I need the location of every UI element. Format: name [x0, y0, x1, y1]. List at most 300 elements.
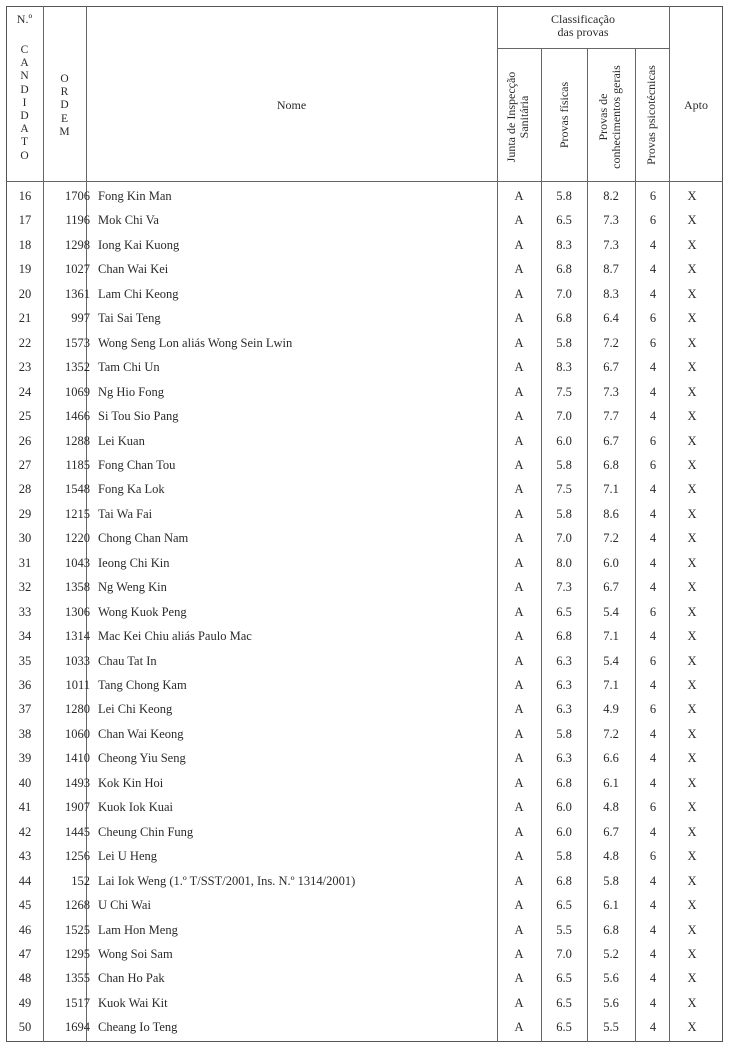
- cell-apto: X: [687, 995, 697, 1010]
- cell-cand: 44: [18, 873, 32, 888]
- cell-junta: A: [514, 409, 524, 424]
- cell-apto: X: [687, 262, 697, 277]
- table-row: [7, 869, 722, 893]
- cell-psico: 4: [649, 775, 657, 790]
- header-subdivider: [497, 48, 669, 49]
- header-classificacao: Classificação das provas: [551, 12, 615, 39]
- cell-psico: 4: [649, 262, 657, 277]
- header-fisicas: Provas físicas: [557, 81, 571, 149]
- cell-apto: X: [687, 335, 697, 350]
- table-row: [7, 526, 722, 550]
- cell-cand: 37: [18, 702, 32, 717]
- cell-nome: Cheong Yiu Seng: [98, 751, 186, 766]
- cell-ordem: 1314: [65, 629, 90, 644]
- cell-ordem: 1493: [65, 775, 90, 790]
- cell-nome: Tang Chong Kam: [98, 678, 187, 692]
- table-row: [7, 893, 722, 917]
- cell-junta: A: [514, 311, 524, 326]
- cell-conhec: 4.8: [603, 849, 619, 864]
- cell-junta: A: [514, 995, 524, 1010]
- cell-psico: 6: [649, 849, 657, 864]
- cell-apto: X: [687, 409, 697, 424]
- cell-fisicas: 5.8: [556, 335, 572, 350]
- cell-ordem: 1358: [65, 580, 90, 595]
- table-row: [7, 966, 722, 990]
- table-row: [7, 918, 722, 942]
- cell-junta: A: [514, 629, 524, 644]
- table-row: [7, 673, 722, 697]
- cell-cand: 38: [18, 726, 32, 741]
- cell-junta: A: [514, 849, 524, 864]
- cell-psico: 6: [649, 800, 657, 815]
- cell-ordem: 1573: [65, 335, 90, 350]
- cell-psico: 4: [649, 555, 657, 570]
- cell-apto: X: [687, 726, 697, 741]
- cell-conhec: 6.0: [603, 555, 619, 570]
- cell-apto: X: [687, 189, 697, 203]
- cell-cand: 40: [18, 775, 32, 790]
- cell-junta: A: [514, 898, 524, 913]
- cell-ordem: 1215: [65, 506, 90, 521]
- cell-nome: Chau Tat In: [98, 653, 157, 668]
- cell-cand: 29: [18, 506, 32, 521]
- cell-apto: X: [687, 433, 697, 448]
- cell-ordem: 1033: [65, 653, 90, 668]
- cell-fisicas: 6.5: [556, 995, 572, 1010]
- table-row: [7, 502, 722, 526]
- table-row: [7, 820, 722, 844]
- table-row: [7, 697, 722, 721]
- cell-fisicas: 6.5: [556, 213, 572, 228]
- cell-junta: A: [514, 384, 524, 399]
- cell-nome: Tam Chi Un: [98, 360, 160, 375]
- cell-nome: Ng Weng Kin: [98, 580, 167, 595]
- table-row: [7, 600, 722, 624]
- header-cand-number: N.º: [16, 12, 33, 26]
- cell-psico: 4: [649, 726, 657, 741]
- header-apto: Apto: [684, 98, 708, 112]
- cell-nome: Kok Kin Hoi: [98, 775, 164, 790]
- cell-conhec: 5.4: [603, 653, 619, 668]
- cell-psico: 4: [649, 286, 657, 301]
- cell-conhec: 6.6: [603, 751, 619, 766]
- cell-conhec: 5.4: [603, 604, 619, 619]
- cell-ordem: 1060: [65, 726, 90, 741]
- cell-cand: 22: [18, 335, 32, 350]
- cell-nome: Fong Kin Man: [98, 189, 172, 203]
- table-row: [7, 746, 722, 770]
- table-row: [7, 404, 722, 428]
- cell-cand: 48: [18, 971, 32, 986]
- cell-nome: Si Tou Sio Pang: [98, 409, 179, 424]
- cell-psico: 4: [649, 384, 657, 399]
- cell-apto: X: [687, 800, 697, 815]
- cell-junta: A: [514, 360, 524, 375]
- cell-junta: A: [514, 457, 524, 472]
- cell-fisicas: 5.8: [556, 457, 572, 472]
- cell-ordem: 1220: [65, 531, 90, 546]
- table-row: [7, 184, 722, 208]
- header-conhecimentos: Provas de conhecimentos gerais: [596, 65, 623, 169]
- table-row: [7, 722, 722, 746]
- cell-conhec: 8.3: [603, 286, 619, 301]
- cell-fisicas: 7.0: [556, 286, 572, 301]
- cell-conhec: 5.2: [603, 946, 619, 961]
- cell-apto: X: [687, 873, 697, 888]
- cell-junta: A: [514, 604, 524, 619]
- cell-ordem: 1410: [65, 751, 90, 766]
- cell-junta: A: [514, 873, 524, 888]
- cell-psico: 4: [649, 971, 657, 986]
- cell-psico: 4: [649, 1020, 657, 1035]
- header-ordem-letters: O R D E M: [59, 73, 70, 138]
- cell-psico: 4: [649, 751, 657, 766]
- table-row: [7, 380, 722, 404]
- cell-psico: 4: [649, 922, 657, 937]
- cell-cand: 43: [18, 849, 32, 864]
- cell-cand: 46: [18, 922, 32, 937]
- cell-junta: A: [514, 971, 524, 986]
- cell-cand: 16: [18, 189, 32, 203]
- cell-nome: Ng Hio Fong: [98, 384, 164, 399]
- cell-nome: Chan Wai Keong: [98, 726, 184, 741]
- cell-apto: X: [687, 849, 697, 864]
- cell-cand: 39: [18, 751, 32, 766]
- cell-cand: 27: [18, 457, 32, 472]
- cell-apto: X: [687, 311, 697, 326]
- cell-junta: A: [514, 286, 524, 301]
- cell-psico: 4: [649, 678, 657, 692]
- cell-ordem: 1706: [65, 189, 90, 203]
- cell-ordem: 1185: [65, 457, 90, 472]
- cell-fisicas: 6.3: [556, 678, 572, 692]
- cell-fisicas: 8.0: [556, 555, 572, 570]
- cell-cand: 26: [18, 433, 32, 448]
- cell-ordem: 1288: [65, 433, 90, 448]
- cell-nome: Cheang Io Teng: [98, 1020, 178, 1035]
- cell-nome: Kuok Wai Kit: [98, 995, 168, 1010]
- header-psicotecnicas: Provas psicotécnicas: [644, 65, 658, 165]
- table-row: [7, 257, 722, 281]
- cell-junta: A: [514, 946, 524, 961]
- cell-junta: A: [514, 506, 524, 521]
- cell-nome: Wong Soi Sam: [98, 946, 173, 961]
- cell-junta: A: [514, 433, 524, 448]
- cell-fisicas: 6.3: [556, 653, 572, 668]
- cell-fisicas: 7.0: [556, 531, 572, 546]
- cell-nome: Fong Chan Tou: [98, 457, 176, 472]
- cell-apto: X: [687, 604, 697, 619]
- cell-conhec: 6.1: [603, 775, 619, 790]
- cell-cand: 25: [18, 409, 32, 424]
- cell-apto: X: [687, 555, 697, 570]
- cell-nome: Lei Kuan: [98, 433, 145, 448]
- cell-nome: Wong Seng Lon aliás Wong Sein Lwin: [98, 335, 293, 350]
- cell-apto: X: [687, 775, 697, 790]
- cell-nome: Ieong Chi Kin: [98, 555, 170, 570]
- cell-fisicas: 6.5: [556, 604, 572, 619]
- cell-ordem: 1466: [65, 409, 90, 424]
- cell-ordem: 1907: [65, 800, 90, 815]
- cell-ordem: 1298: [65, 237, 90, 252]
- cell-psico: 4: [649, 506, 657, 521]
- cell-nome: Tai Wa Fai: [98, 506, 153, 521]
- cell-apto: X: [687, 1020, 697, 1035]
- table-row: [7, 624, 722, 648]
- cell-nome: Lai Iok Weng (1.º T/SST/2001, Ins. N.º 1314/2001): [98, 873, 356, 888]
- cell-conhec: 7.1: [603, 482, 619, 497]
- cell-psico: 4: [649, 824, 657, 839]
- cell-junta: A: [514, 824, 524, 839]
- cell-junta: A: [514, 775, 524, 790]
- cell-fisicas: 6.3: [556, 702, 572, 717]
- cell-cand: 18: [18, 237, 32, 252]
- cell-apto: X: [687, 457, 697, 472]
- cell-fisicas: 7.5: [556, 482, 572, 497]
- cell-junta: A: [514, 702, 524, 717]
- cell-conhec: 6.1: [603, 898, 619, 913]
- cell-conhec: 7.1: [603, 629, 619, 644]
- cell-psico: 4: [649, 531, 657, 546]
- cell-ordem: 1517: [65, 995, 90, 1010]
- cell-junta: A: [514, 800, 524, 815]
- cell-fisicas: 5.8: [556, 506, 572, 521]
- cell-nome: Chong Chan Nam: [98, 531, 189, 546]
- cell-cand: 20: [18, 286, 32, 301]
- cell-conhec: 5.6: [603, 995, 619, 1010]
- cell-nome: Wong Kuok Peng: [98, 604, 187, 619]
- cell-ordem: 1306: [65, 604, 90, 619]
- table-row: [7, 282, 722, 306]
- cell-conhec: 6.8: [603, 457, 619, 472]
- cell-conhec: 8.7: [603, 262, 619, 277]
- table-row: [7, 649, 722, 673]
- cell-psico: 4: [649, 898, 657, 913]
- cell-apto: X: [687, 506, 697, 521]
- cell-apto: X: [687, 824, 697, 839]
- cell-cand: 21: [18, 311, 32, 326]
- cell-psico: 6: [649, 213, 657, 228]
- cell-conhec: 6.4: [603, 311, 619, 326]
- cell-cand: 31: [18, 555, 32, 570]
- cell-cand: 50: [18, 1020, 32, 1035]
- cell-conhec: 6.7: [603, 433, 619, 448]
- cell-cand: 34: [18, 629, 32, 644]
- cell-ordem: 1027: [65, 262, 90, 277]
- table-row: [7, 331, 722, 355]
- cell-fisicas: 7.0: [556, 946, 572, 961]
- table-row: [7, 771, 722, 795]
- cell-ordem: 1256: [65, 849, 90, 864]
- cell-fisicas: 7.5: [556, 384, 572, 399]
- cell-nome: Chan Ho Pak: [98, 971, 165, 986]
- cell-apto: X: [687, 482, 697, 497]
- cell-conhec: 7.3: [603, 237, 619, 252]
- cell-cand: 24: [18, 384, 32, 399]
- table-row: [7, 551, 722, 575]
- table-row: [7, 991, 722, 1015]
- cell-fisicas: 8.3: [556, 237, 572, 252]
- cell-psico: 4: [649, 482, 657, 497]
- cell-nome: Tai Sai Teng: [98, 311, 161, 326]
- cell-psico: 4: [649, 409, 657, 424]
- header-candidato-letters: C A N D I D A T O: [20, 44, 29, 162]
- cell-conhec: 5.5: [603, 1020, 619, 1035]
- cell-junta: A: [514, 555, 524, 570]
- cell-psico: 6: [649, 311, 657, 326]
- cell-conhec: 7.3: [603, 384, 619, 399]
- cell-conhec: 7.2: [603, 531, 619, 546]
- cell-nome: Lam Chi Keong: [98, 286, 179, 301]
- cell-psico: 6: [649, 653, 657, 668]
- cell-psico: 4: [649, 580, 657, 595]
- cell-fisicas: 6.0: [556, 800, 572, 815]
- cell-nome: Chan Wai Kei: [98, 262, 169, 277]
- cell-cand: 45: [18, 898, 32, 913]
- cell-fisicas: 8.3: [556, 360, 572, 375]
- cell-fisicas: 7.3: [556, 580, 572, 595]
- table-row: [7, 575, 722, 599]
- cell-ordem: 152: [71, 873, 90, 888]
- cell-ordem: 1361: [65, 286, 90, 301]
- cell-fisicas: 6.5: [556, 898, 572, 913]
- cell-nome: Lei Chi Keong: [98, 702, 173, 717]
- cell-nome: Lam Hon Meng: [98, 922, 178, 937]
- cell-cand: 42: [18, 824, 32, 839]
- cell-fisicas: 6.5: [556, 1020, 572, 1035]
- cell-junta: A: [514, 482, 524, 497]
- cell-junta: A: [514, 531, 524, 546]
- cell-junta: A: [514, 1020, 524, 1035]
- cell-fisicas: 6.8: [556, 873, 572, 888]
- cell-conhec: 7.1: [603, 678, 619, 692]
- cell-cand: 49: [18, 995, 32, 1010]
- cell-apto: X: [687, 971, 697, 986]
- cell-junta: A: [514, 653, 524, 668]
- table-row: [7, 1015, 722, 1039]
- cell-fisicas: 6.3: [556, 751, 572, 766]
- cell-apto: X: [687, 360, 697, 375]
- table-row: [7, 306, 722, 330]
- cell-cand: 35: [18, 653, 32, 668]
- cell-cand: 28: [18, 482, 32, 497]
- cell-psico: 6: [649, 433, 657, 448]
- cell-psico: 4: [649, 873, 657, 888]
- cell-cand: 41: [18, 800, 32, 815]
- cell-ordem: 1196: [65, 213, 90, 228]
- cell-junta: A: [514, 580, 524, 595]
- cell-psico: 6: [649, 335, 657, 350]
- cell-cand: 23: [18, 360, 32, 375]
- cell-apto: X: [687, 237, 697, 252]
- cell-cand: 47: [18, 946, 32, 961]
- cell-junta: A: [514, 751, 524, 766]
- cell-nome: Iong Kai Kuong: [98, 237, 180, 252]
- cell-conhec: 7.3: [603, 213, 619, 228]
- cell-cand: 33: [18, 604, 32, 619]
- cell-fisicas: 6.0: [556, 824, 572, 839]
- cell-ordem: 1548: [65, 482, 90, 497]
- cell-fisicas: 6.8: [556, 311, 572, 326]
- cell-ordem: 1525: [65, 922, 90, 937]
- cell-nome: Cheung Chin Fung: [98, 824, 194, 839]
- cell-fisicas: 6.5: [556, 971, 572, 986]
- cell-apto: X: [687, 678, 697, 692]
- table-row: [7, 795, 722, 819]
- cell-conhec: 6.7: [603, 824, 619, 839]
- cell-psico: 4: [649, 946, 657, 961]
- cell-fisicas: 5.5: [556, 922, 572, 937]
- cell-conhec: 7.2: [603, 726, 619, 741]
- cell-ordem: 1069: [65, 384, 90, 399]
- cell-junta: A: [514, 678, 524, 692]
- cell-apto: X: [687, 580, 697, 595]
- cell-nome: U Chi Wai: [98, 898, 151, 913]
- cell-cand: 32: [18, 580, 32, 595]
- cell-fisicas: 7.0: [556, 409, 572, 424]
- cell-cand: 36: [18, 678, 32, 692]
- cell-apto: X: [687, 629, 697, 644]
- table-row: [7, 942, 722, 966]
- cell-junta: A: [514, 262, 524, 277]
- cell-ordem: 1011: [65, 678, 90, 692]
- cell-junta: A: [514, 335, 524, 350]
- cell-conhec: 7.7: [603, 409, 619, 424]
- cell-fisicas: 6.8: [556, 262, 572, 277]
- cell-apto: X: [687, 702, 697, 717]
- cell-nome: Mok Chi Va: [98, 213, 159, 228]
- cell-apto: X: [687, 653, 697, 668]
- cell-psico: 4: [649, 629, 657, 644]
- cell-apto: X: [687, 751, 697, 766]
- cell-apto: X: [687, 922, 697, 937]
- cell-psico: 6: [649, 702, 657, 717]
- cell-conhec: 4.9: [603, 702, 619, 717]
- header-nome: Nome: [276, 98, 307, 112]
- cell-fisicas: 5.8: [556, 849, 572, 864]
- cell-ordem: 1043: [65, 555, 90, 570]
- cell-conhec: 6.7: [603, 360, 619, 375]
- cell-apto: X: [687, 946, 697, 961]
- cell-nome: Lei U Heng: [98, 849, 158, 864]
- table-row: [7, 233, 722, 257]
- cell-conhec: 8.2: [603, 189, 619, 203]
- cell-conhec: 7.2: [603, 335, 619, 350]
- cell-fisicas: 6.0: [556, 433, 572, 448]
- cell-fisicas: 6.8: [556, 775, 572, 790]
- cell-nome: Kuok Iok Kuai: [98, 800, 173, 815]
- cell-nome: Fong Ka Lok: [98, 482, 165, 497]
- cell-conhec: 8.6: [603, 506, 619, 521]
- cell-junta: A: [514, 213, 524, 228]
- cell-apto: X: [687, 213, 697, 228]
- header-bottom-line: [6, 181, 723, 182]
- cell-psico: 4: [649, 237, 657, 252]
- cell-apto: X: [687, 384, 697, 399]
- cell-apto: X: [687, 531, 697, 546]
- cell-ordem: 1355: [65, 971, 90, 986]
- cell-fisicas: 5.8: [556, 726, 572, 741]
- cell-junta: A: [514, 189, 524, 203]
- cell-junta: A: [514, 726, 524, 741]
- table-row: [7, 844, 722, 868]
- cell-apto: X: [687, 286, 697, 301]
- table-row: [7, 208, 722, 232]
- cell-ordem: 1445: [65, 824, 90, 839]
- table-row: [7, 477, 722, 501]
- cell-junta: A: [514, 922, 524, 937]
- cell-cand: 30: [18, 531, 32, 546]
